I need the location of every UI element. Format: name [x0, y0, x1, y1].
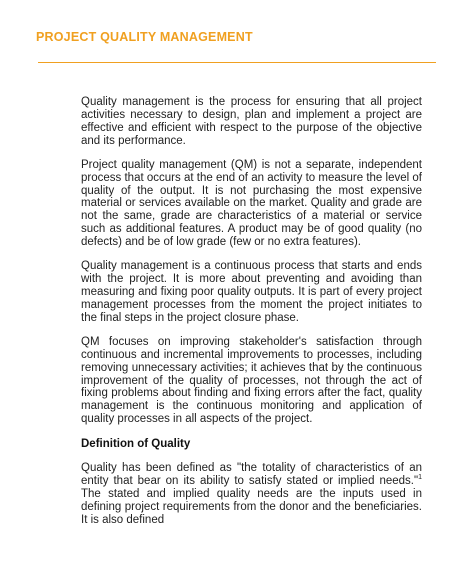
document-body: [81, 96, 422, 538]
paragraph-project-quality-management: Project quality management (QM) is not a separate, independent process that occurs at the end of an activity to measure the level of quality of the output. It is not purchasing the most expensive material or services available on the market. Quality and grade are not the same, grade are characteristics of a material or service such as additional features. A product may be of good quality (no defects) and be of low grade (few or no extra features).: [81, 158, 422, 248]
definition-text-after-note: The stated and implied quality needs are the inputs used in defining project requirements from the donor and the beneficiaries. It is also defined: [81, 487, 422, 526]
title-divider: [38, 62, 436, 63]
paragraph-continuous-process: Quality management is a continuous process that starts and ends with the project. It is more about preventing and avoiding than measuring and fixing poor quality outputs. It is part of every project management processes from the moment the project initiates to the final steps in the project closure phase.: [81, 260, 422, 324]
document-title: PROJECT QUALITY MANAGEMENT: [36, 30, 253, 44]
paragraph-qm-focus: QM focuses on improving stakeholder's satisfaction through continuous and incremental improvements to processes, including removing unnecessary activities; it achieves that by the continuous improvement of the quality of processes, not through the act of fixing problems about finding and fixing errors after the fact, quality management is the continuous monitoring and application of quality processes in all aspects of the project.: [81, 336, 422, 426]
paragraph-definition: [81, 462, 422, 526]
section-heading-definition-of-quality: Definition of Quality: [81, 438, 191, 451]
footnote-marker: 1: [418, 474, 422, 482]
definition-text-before-note: Quality has been defined as "the totality of characteristics of an entity that bear on its ability to satisfy stated or implied needs.": [81, 462, 422, 488]
paragraph-quality-management: Quality management is the process for ensuring that all project activities necessary to design, plan and implement a project are effective and efficient with respect to the purpose of the objective and its performance.: [81, 96, 422, 147]
